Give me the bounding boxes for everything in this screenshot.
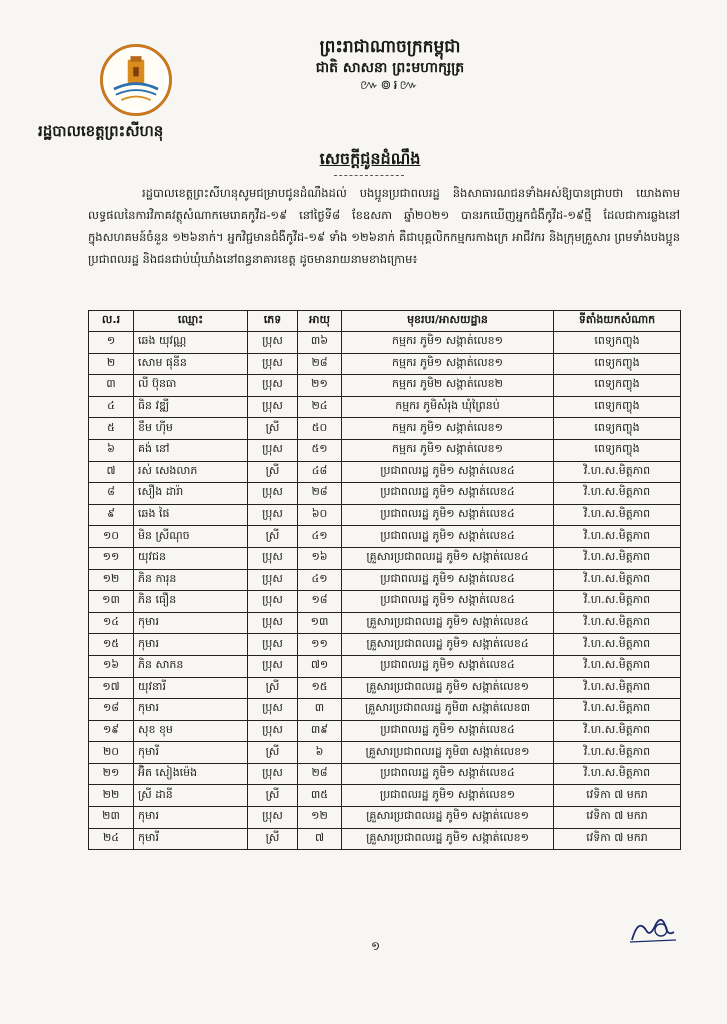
- cell-age: ១៣: [298, 612, 342, 634]
- cell-sample-location: វិ.ហ.ស.មិត្តភាព: [554, 655, 681, 677]
- table-row: [89, 375, 681, 397]
- cell-name: ឆេង ផៃ: [134, 504, 248, 526]
- cell-name: ឆេង យុវណ្ណ: [134, 332, 248, 354]
- table-row: [89, 634, 681, 656]
- cell-name: ភិន សាភន: [134, 655, 248, 677]
- cell-occupation-address: គ្រួសារប្រជាពលរដ្ឋ ភូមិ៣ សង្កាត់លេខ៣: [342, 699, 554, 721]
- cell-occupation-address: ប្រជាពលរដ្ឋ ភូមិ១ សង្កាត់លេខ១: [342, 785, 554, 807]
- cell-occupation-address: ប្រជាពលរដ្ឋ ភូមិ១ សង្កាត់លេខ៤: [342, 483, 554, 505]
- document-title: សេចក្តីជូនដំណឹង: [319, 149, 421, 168]
- cell-age: ១១: [298, 634, 342, 656]
- cell-number: ១៦: [89, 655, 134, 677]
- cell-sex: ប្រុស: [248, 504, 298, 526]
- cell-sample-location: ពេទ្យកញ្ចុង: [554, 375, 681, 397]
- cell-number: ១៣: [89, 591, 134, 613]
- table-row: [89, 785, 681, 807]
- cell-sex: ស្រី: [248, 461, 298, 483]
- cell-sex: ស្រី: [248, 828, 298, 850]
- table-row: [89, 353, 681, 375]
- cell-number: ១៨: [89, 699, 134, 721]
- cell-sex: ប្រុស: [248, 353, 298, 375]
- cell-occupation-address: កម្មករ ភូមិ១ សង្កាត់លេខ១: [342, 418, 554, 440]
- cell-name: កុមារី: [134, 742, 248, 764]
- cell-occupation-address: គ្រួសារប្រជាពលរដ្ឋ ភូមិ១ សង្កាត់លេខ៤: [342, 612, 554, 634]
- table-header-row: [89, 311, 681, 332]
- cell-number: ៧: [89, 461, 134, 483]
- table-row: [89, 483, 681, 505]
- cell-name: ភិន ការុន: [134, 569, 248, 591]
- cell-occupation-address: ប្រជាពលរដ្ឋ ភូមិ១ សង្កាត់លេខ៤: [342, 591, 554, 613]
- cell-name: រស់ សេងលាភ: [134, 461, 248, 483]
- cell-sex: ប្រុស: [248, 439, 298, 461]
- table-row: [89, 612, 681, 634]
- cell-number: ១: [89, 332, 134, 354]
- cell-name: កុមារ: [134, 612, 248, 634]
- cell-sample-location: វេទិកា ៧ មករា: [554, 785, 681, 807]
- cell-sex: ប្រុស: [248, 807, 298, 829]
- cell-occupation-address: គ្រួសារប្រជាពលរដ្ឋ ភូមិ១ សង្កាត់លេខ៤: [342, 634, 554, 656]
- cell-sample-location: វេទិកា ៧ មករា: [554, 807, 681, 829]
- signature-mark: [628, 910, 678, 946]
- cell-age: ១៦: [298, 547, 342, 569]
- cell-name: អ៊ិត សៀងម៉េង: [134, 763, 248, 785]
- cell-sex: ប្រុស: [248, 375, 298, 397]
- cell-occupation-address: ប្រជាពលរដ្ឋ ភូមិ១ សង្កាត់លេខ៤: [342, 720, 554, 742]
- cell-name: សឿង ដារ៉ា: [134, 483, 248, 505]
- cell-age: ៣៦: [298, 332, 342, 354]
- cell-name: ខឹម ហ៊ីម: [134, 418, 248, 440]
- cell-number: ២២: [89, 785, 134, 807]
- cell-name: កុមារ: [134, 634, 248, 656]
- table-row: [89, 807, 681, 829]
- cell-sex: ប្រុស: [248, 569, 298, 591]
- cell-sex: ប្រុស: [248, 591, 298, 613]
- cell-sample-location: ពេទ្យកញ្ចុង: [554, 418, 681, 440]
- cell-age: ៦០: [298, 504, 342, 526]
- cell-sex: ស្រី: [248, 677, 298, 699]
- cell-age: ១២: [298, 807, 342, 829]
- cell-age: ៣៩: [298, 720, 342, 742]
- table-row: [89, 461, 681, 483]
- cell-number: ២០: [89, 742, 134, 764]
- cell-name: កុមារ: [134, 699, 248, 721]
- table-row: [89, 591, 681, 613]
- table-row: [89, 418, 681, 440]
- cell-number: ១៤: [89, 612, 134, 634]
- cell-occupation-address: កម្មករ ភូមិ២ សង្កាត់លេខ២: [342, 375, 554, 397]
- cell-age: ៥១: [298, 439, 342, 461]
- issuing-authority: រដ្ឋបាលខេត្តព្រះសីហនុ: [38, 122, 164, 140]
- table-row: [89, 547, 681, 569]
- cell-sex: ស្រី: [248, 742, 298, 764]
- cell-sex: ប្រុស: [248, 634, 298, 656]
- col-header-sex: ភេទ: [248, 311, 298, 332]
- cell-number: ២៤: [89, 828, 134, 850]
- cell-number: ១៩: [89, 720, 134, 742]
- cell-occupation-address: គ្រួសារប្រជាពលរដ្ឋ ភូមិ១ សង្កាត់លេខ១: [342, 828, 554, 850]
- header-ornament: ៚៙៛៚: [360, 78, 420, 93]
- cell-sample-location: ពេទ្យកញ្ចុង: [554, 396, 681, 418]
- cell-sex: ប្រុស: [248, 720, 298, 742]
- cell-sex: ប្រុស: [248, 483, 298, 505]
- cell-age: ១៨: [298, 591, 342, 613]
- page-number: ១: [371, 939, 381, 953]
- cell-age: ៣: [298, 699, 342, 721]
- col-header-number: ល.រ: [89, 311, 134, 332]
- table-row: [89, 763, 681, 785]
- cell-occupation-address: កម្មករ ភូមិ១ សង្កាត់លេខ១: [342, 353, 554, 375]
- cell-number: ១៥: [89, 634, 134, 656]
- cell-sex: ប្រុស: [248, 655, 298, 677]
- cell-name: ធិន វឌ្ឍី: [134, 396, 248, 418]
- cell-name: មិន ស្រីណុច: [134, 526, 248, 548]
- cell-number: ៩: [89, 504, 134, 526]
- cell-name: យុវជន: [134, 547, 248, 569]
- cell-name: សុខ ខុម: [134, 720, 248, 742]
- cell-sample-location: វិ.ហ.ស.មិត្តភាព: [554, 591, 681, 613]
- cell-sample-location: វិ.ហ.ស.មិត្តភាព: [554, 742, 681, 764]
- cell-age: ៤១: [298, 569, 342, 591]
- cell-sample-location: ពេទ្យកញ្ចុង: [554, 353, 681, 375]
- cell-name: លី ប៊ុនធា: [134, 375, 248, 397]
- cell-age: ៤៨: [298, 461, 342, 483]
- cell-number: ៨: [89, 483, 134, 505]
- cell-name: កុមារ: [134, 807, 248, 829]
- province-seal-logo: [100, 44, 172, 116]
- cell-sample-location: វិ.ហ.ស.មិត្តភាព: [554, 526, 681, 548]
- cell-name: គង់ នៅ: [134, 439, 248, 461]
- col-header-occupation-address: មុខរបរ/អាសយដ្ឋាន: [342, 311, 554, 332]
- cell-sex: ប្រុស: [248, 612, 298, 634]
- cell-sex: ប្រុស: [248, 332, 298, 354]
- title-divider: [334, 175, 404, 176]
- national-motto: ជាតិ សាសនា ព្រះមហាក្សត្រ: [315, 60, 465, 76]
- cell-occupation-address: គ្រួសារប្រជាពលរដ្ឋ ភូមិ១ សង្កាត់លេខ៤: [342, 547, 554, 569]
- cell-sample-location: វិ.ហ.ស.មិត្តភាព: [554, 763, 681, 785]
- cell-sample-location: វិ.ហ.ស.មិត្តភាព: [554, 547, 681, 569]
- cases-table: [88, 310, 681, 850]
- cell-sex: ស្រី: [248, 785, 298, 807]
- table-row: [89, 439, 681, 461]
- cell-sample-location: វិ.ហ.ស.មិត្តភាព: [554, 699, 681, 721]
- table-row: [89, 504, 681, 526]
- cell-sample-location: វិ.ហ.ស.មិត្តភាព: [554, 569, 681, 591]
- cell-name: កុមារី: [134, 828, 248, 850]
- cell-sample-location: វេទិកា ៧ មករា: [554, 828, 681, 850]
- cell-age: ១៥: [298, 677, 342, 699]
- cell-age: ៦: [298, 742, 342, 764]
- table-row: [89, 526, 681, 548]
- table-row: [89, 677, 681, 699]
- cell-age: ៤១: [298, 526, 342, 548]
- cell-number: ២: [89, 353, 134, 375]
- cell-sample-location: វិ.ហ.ស.មិត្តភាព: [554, 612, 681, 634]
- cell-sample-location: វិ.ហ.ស.មិត្តភាព: [554, 720, 681, 742]
- cell-number: ១៧: [89, 677, 134, 699]
- cell-sex: ស្រី: [248, 418, 298, 440]
- cell-age: ៣៥: [298, 785, 342, 807]
- cell-number: ៤: [89, 396, 134, 418]
- cell-age: ៥០: [298, 418, 342, 440]
- cell-number: ១០: [89, 526, 134, 548]
- cell-age: ៧១: [298, 655, 342, 677]
- table-row: [89, 742, 681, 764]
- table-row: [89, 396, 681, 418]
- kingdom-title: ព្រះរាជាណាចក្រកម្ពុជា: [319, 37, 461, 57]
- cell-sample-location: វិ.ហ.ស.មិត្តភាព: [554, 483, 681, 505]
- cell-occupation-address: ប្រជាពលរដ្ឋ ភូមិ១ សង្កាត់លេខ៤: [342, 655, 554, 677]
- cell-occupation-address: ប្រជាពលរដ្ឋ ភូមិ១ សង្កាត់លេខ៤: [342, 569, 554, 591]
- cell-sample-location: វិ.ហ.ស.មិត្តភាព: [554, 504, 681, 526]
- table-row: [89, 655, 681, 677]
- cell-name: យុវនារី: [134, 677, 248, 699]
- cell-name: សោម ផុនីន: [134, 353, 248, 375]
- cell-sex: ប្រុស: [248, 763, 298, 785]
- cell-sex: ប្រុស: [248, 699, 298, 721]
- cell-age: ២៨: [298, 763, 342, 785]
- cell-age: ២៤: [298, 396, 342, 418]
- cell-name: ស្រី ដានី: [134, 785, 248, 807]
- intro-paragraph: រដ្ឋបាលខេត្តព្រះសីហនុសូមជម្រាបជូនដំណឹងដល់ បងប្អូនប្រជាពលរដ្ឋ និងសាធារណជនទាំងអស់ឱ្យបានជ្រាបថា យោងតាមលទ្ធផលនៃការវិភាគវត្ថុសំណាកមេរោគកូវីដ-១៩ នៅថ្ងៃទី៨ ខែឧសភា ឆ្នាំ២០២១ បានរកឃើញអ្នកជំងឺកូវីដ-១៩ថ្មី ដែលជាការឆ្លងនៅក្នុងសហគមន៍ចំនួន ១២៦នាក់។ អ្នកវិជ្ជមានជំងឺកូវីដ-១៩ ទាំង ១២៦នាក់ គឺជាបុគ្គលិកកម្មករកាងក្រេ អាជីវករ និងក្រុមគ្រួសារ ព្រមទាំងបងប្អូនប្រជាពលរដ្ឋ និងជនជាប់ឃុំឃាំងនៅពន្ធនាគារខេត្ត ដូចមានរាយនាមខាងក្រោម៖: [88, 186, 680, 266]
- cell-occupation-address: គ្រួសារប្រជាពលរដ្ឋ ភូមិ៣ សង្កាត់លេខ១: [342, 742, 554, 764]
- cell-number: ១២: [89, 569, 134, 591]
- table-row: [89, 332, 681, 354]
- cell-occupation-address: គ្រួសារប្រជាពលរដ្ឋ ភូមិ១ សង្កាត់លេខ១: [342, 677, 554, 699]
- cell-occupation-address: គ្រួសារប្រជាពលរដ្ឋ ភូមិ១ សង្កាត់លេខ១: [342, 807, 554, 829]
- cell-sample-location: ពេទ្យកញ្ចុង: [554, 332, 681, 354]
- cell-sample-location: វិ.ហ.ស.មិត្តភាព: [554, 461, 681, 483]
- cell-occupation-address: កម្មករ ភូមិសំរុង ឃុំព្រៃនប់: [342, 396, 554, 418]
- cell-occupation-address: ប្រជាពលរដ្ឋ ភូមិ១ សង្កាត់លេខ៤: [342, 526, 554, 548]
- cell-sample-location: វិ.ហ.ស.មិត្តភាព: [554, 634, 681, 656]
- cell-occupation-address: ប្រជាពលរដ្ឋ ភូមិ១ សង្កាត់លេខ៤: [342, 763, 554, 785]
- national-header: [240, 36, 540, 94]
- cell-age: ៧: [298, 828, 342, 850]
- cell-number: ៣: [89, 375, 134, 397]
- cell-sample-location: ពេទ្យកញ្ចុង: [554, 439, 681, 461]
- cell-number: ២៣: [89, 807, 134, 829]
- col-header-name: ឈ្មោះ: [134, 311, 248, 332]
- cell-age: ២៨: [298, 483, 342, 505]
- table-row: [89, 699, 681, 721]
- cell-occupation-address: កម្មករ ភូមិ១ សង្កាត់លេខ១: [342, 439, 554, 461]
- cell-sample-location: វិ.ហ.ស.មិត្តភាព: [554, 677, 681, 699]
- cell-number: ២១: [89, 763, 134, 785]
- col-header-sample-location: ទីតាំងយកសំណាក: [554, 311, 681, 332]
- table-row: [89, 569, 681, 591]
- cell-number: ៥: [89, 418, 134, 440]
- cell-occupation-address: កម្មករ ភូមិ១ សង្កាត់លេខ១: [342, 332, 554, 354]
- cell-number: ៦: [89, 439, 134, 461]
- cell-sex: ប្រុស: [248, 396, 298, 418]
- cell-sex: ប្រុស: [248, 547, 298, 569]
- cell-age: ២៨: [298, 353, 342, 375]
- col-header-age: អាយុ: [298, 311, 342, 332]
- cell-age: ២១: [298, 375, 342, 397]
- table-row: [89, 720, 681, 742]
- cell-name: ភិន ធឿន: [134, 591, 248, 613]
- cell-occupation-address: ប្រជាពលរដ្ឋ ភូមិ១ សង្កាត់លេខ៤: [342, 461, 554, 483]
- cell-sex: ស្រី: [248, 526, 298, 548]
- cell-occupation-address: ប្រជាពលរដ្ឋ ភូមិ១ សង្កាត់លេខ៤: [342, 504, 554, 526]
- cell-number: ១១: [89, 547, 134, 569]
- table-row: [89, 828, 681, 850]
